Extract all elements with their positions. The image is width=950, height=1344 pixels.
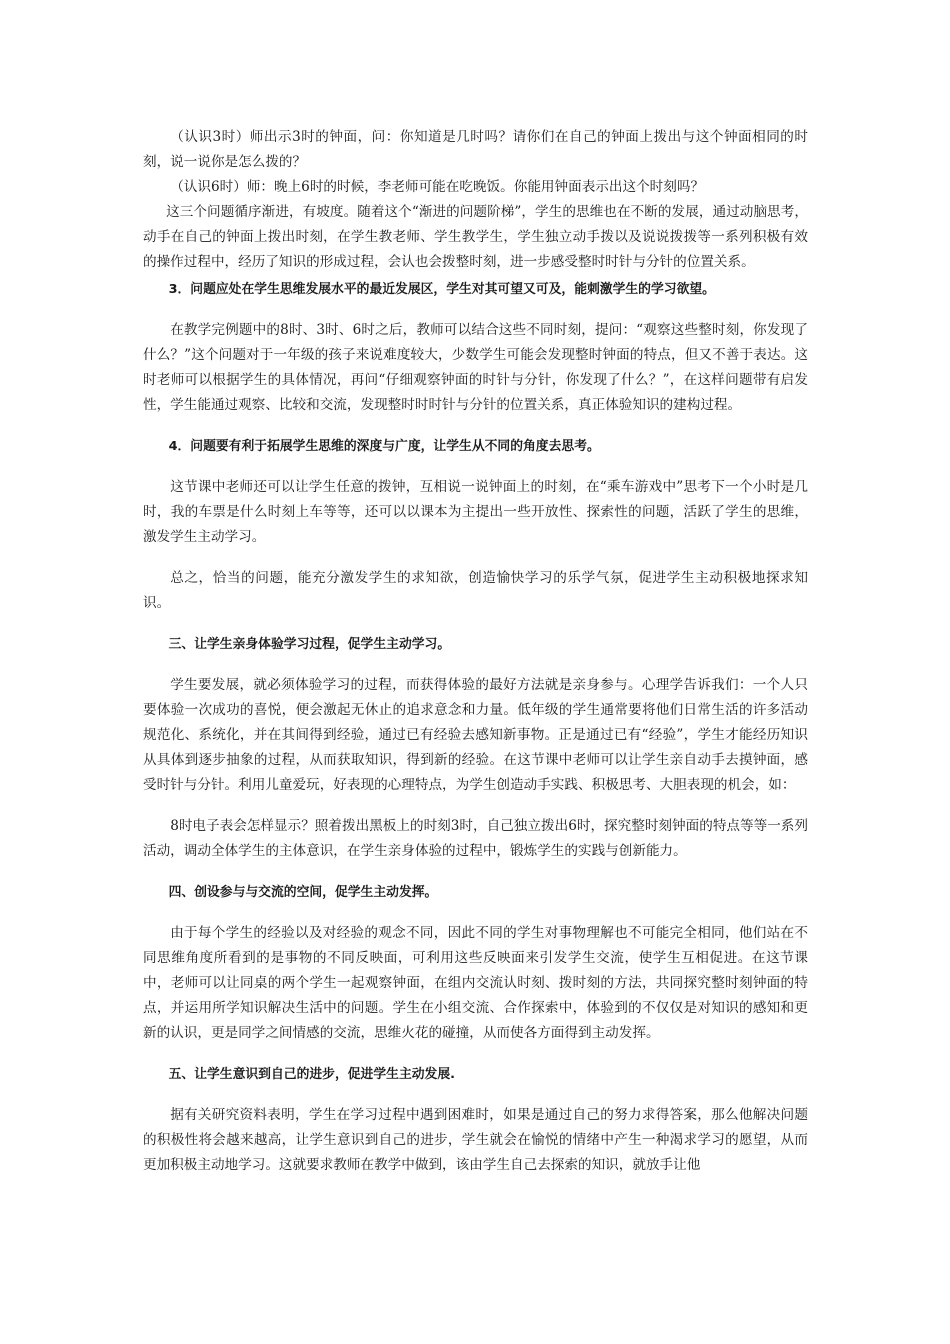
paragraph-question-ladder: 这三个问题循序渐进，有坡度。随着这个“渐进的问题阶梯”，学生的思维也在不断的发展，通过动脑思考，动手在自己的钟面上拨出时刻，在学生教老师、学生教学生，学生独立动手拨以及说说拨拨等一系列积极有效的操作过程中，经历了知识的形成过程，会认也会拨整时刻，进一步感受整时时针与分针的位置关系。 xyxy=(143,204,808,270)
paragraph-progress: 据有关研究资料表明，学生在学习过程中遇到困难时，如果是通过自己的努力求得答案，那么他解决问题的积极性将会越来越高，让学生意识到自己的进步，学生就会在愉悦的情绪中产生一种渴求学习的愿望，从而更加积极主动地学习。这就要求教师在教学中做到，该由学生自己去探索的知识，就放手让他 xyxy=(143,1107,808,1173)
paragraph-recognize-6: （认识6时）师：晚上6时的时候，李老师可能在吃晚饭。你能用钟面表示出这个时刻吗？ xyxy=(170,179,705,195)
heading-point-4: 4．问题要有利于拓展学生思维的深度与广度，让学生从不同的角度去思考。 xyxy=(168,439,600,454)
paragraph-activities: 8时电子表会怎样显示？照着拨出黑板上的时刻3时，自己独立拨出6时，探究整时刻钟面的特点等等一系列活动，调动全体学生的主体意识，在学生亲身体验的过程中，锻炼学生的实践与创新能力。 xyxy=(143,818,808,859)
heading-section-three: 三、让学生亲身体验学习过程，促学生主动学习。 xyxy=(168,637,451,652)
paragraph-example-questions: 在教学完例题中的8时、3时、6时之后，教师可以结合这些不同时刻，提问：“观察这些整时刻，你发现了什么？”这个问题对于一年级的孩子来说难度较大，少数学生可能会发现整时钟面的特点，但又不善于表达。这时老师可以根据学生的具体情况，再问“仔细观察钟面的时针与分针，你发现了什么？”，在这样问题带有启发性，学生能通过观察、比较和交流，发现整时时时针与分针的位置关系，真正体验知识的建构过程。 xyxy=(143,322,808,413)
heading-section-five: 五、让学生意识到自己的进步，促进学生主动发展. xyxy=(168,1067,455,1082)
document-page xyxy=(143,125,808,1178)
paragraph-summary: 总之，恰当的问题，能充分激发学生的求知欲，创造愉快学习的乐学气氛，促进学生主动积极地探求知识。 xyxy=(143,570,808,611)
paragraph-recognize-3: （认识3时）师出示3时的钟面，问：你知道是几时吗？请你们在自己的钟面上拨出与这个钟面相同的时刻，说一说你是怎么拨的？ xyxy=(143,129,808,170)
paragraph-open-questions: 这节课中老师还可以让学生任意的拨钟，互相说一说钟面上的时刻，在“乘车游戏中”思考下一个小时是几时，我的车票是什么时刻上车等等，还可以以课本为主提出一些开放性、探索性的问题，活跃了学生的思维，激发学生主动学习。 xyxy=(143,479,808,545)
heading-point-3: 3．问题应处在学生思维发展水平的最近发展区，学生对其可望又可及，能刺激学生的学习欲望。 xyxy=(168,282,715,297)
paragraph-communication: 由于每个学生的经验以及对经验的观念不同，因此不同的学生对事物理解也不可能完全相同，他们站在不同思维角度所看到的是事物的不同反映面，可利用这些反映面来引发学生交流，使学生互相促进。在这节课中，老师可以让同桌的两个学生一起观察钟面，在组内交流认时刻、拨时刻的方法，共同探究整时刻钟面的特点，并运用所学知识解决生活中的问题。学生在小组交流、合作探索中，体验到的不仅仅是对知识的感知和更新的认识，更是同学之间情感的交流，思维火花的碰撞，从而使各方面得到主动发挥。 xyxy=(143,925,808,1041)
paragraph-experience-learning: 学生要发展，就必须体验学习的过程，而获得体验的最好方法就是亲身参与。心理学告诉我们：一个人只要体验一次成功的喜悦，便会激起无休止的追求意念和力量。低年级的学生通常要将他们日常生活的许多活动规范化、系统化，并在其间得到经验，通过已有经验去感知新事物。正是通过已有“经验”，学生才能经历知识从具体到逐步抽象的过程，从而获取知识，得到新的经验。在这节课中老师可以让学生亲自动手去摸钟面，感受时针与分针。利用儿童爱玩，好表现的心理特点，为学生创造动手实践、积极思考、大胆表现的机会，如： xyxy=(143,677,808,793)
heading-section-four: 四、创设参与与交流的空间，促学生主动发挥。 xyxy=(168,885,438,900)
